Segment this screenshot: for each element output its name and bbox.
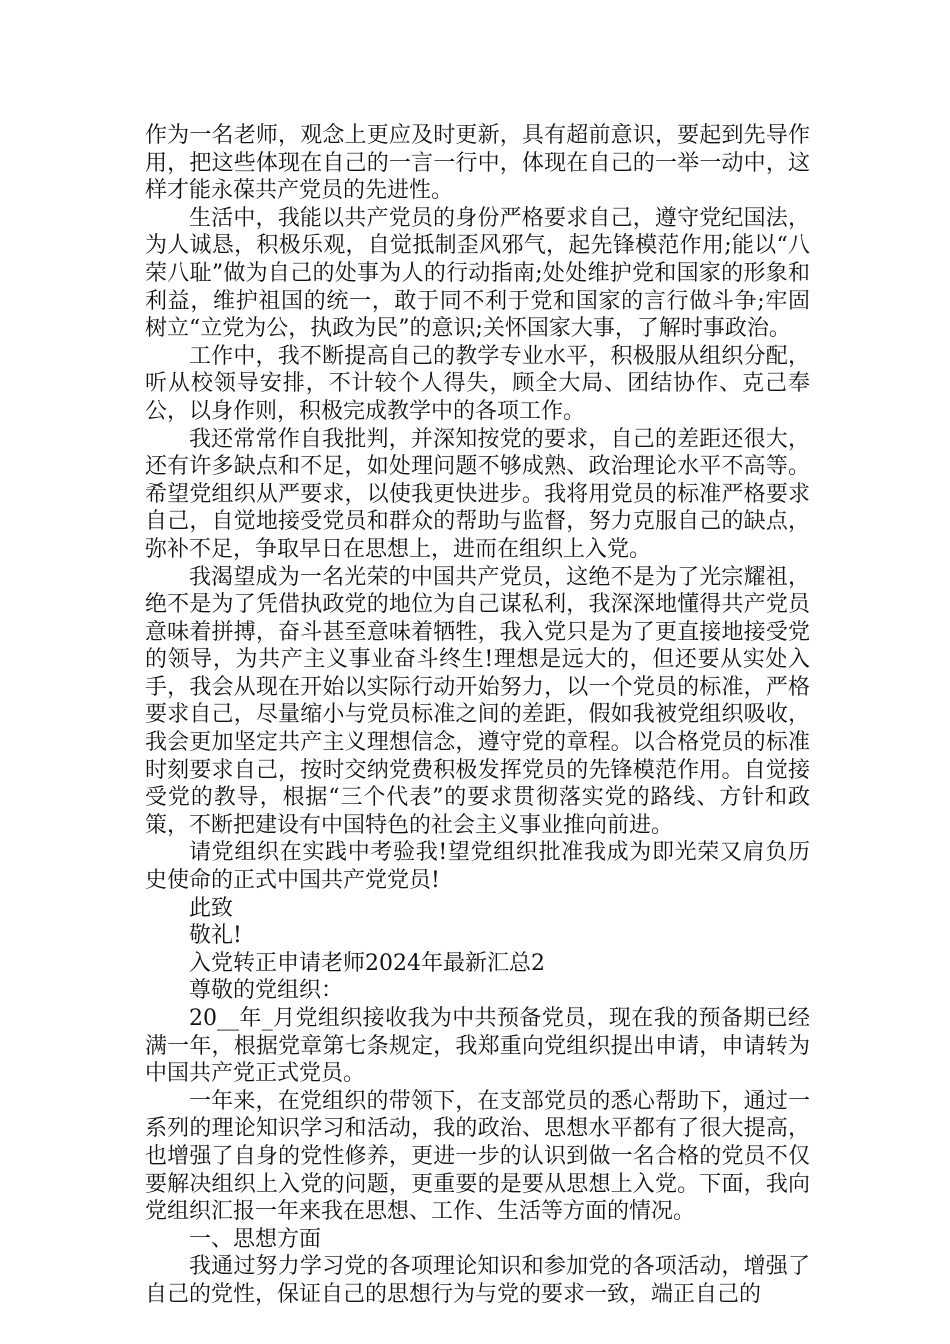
- section-title: 入党转正申请老师2024年最新汇总2: [189, 950, 545, 976]
- paragraph-application: 20__年_月党组织接收我为中共预备党员，现在我的预备期已经满一年，根据党章第七条规定，我郑重向党组织提出申请，申请转为中国共产党正式党员。: [145, 1006, 810, 1087]
- paragraph-request: 请党组织在实践中考验我!望党组织批准我成为即光荣又肩负历史使命的正式中国共产党党员!: [145, 840, 810, 894]
- paragraph-life: 生活中，我能以共产党员的身份严格要求自己，遵守党纪国法，为人诚恳，积极乐观，自觉抵制歪风邪气，起先锋模范作用;能以“八荣八耻”做为自己的处事为人的行动指南;处处维护党和国家的形象和利益，维护祖国的统一，敢于同不利于党和国家的言行做斗争;牢固树立“立党为公，执政为民”的意识;关怀国家大事，了解时事政治。: [145, 205, 810, 342]
- paragraph-aspiration: 我渴望成为一名光荣的中国共产党员，这绝不是为了光宗耀祖，绝不是为了凭借执政党的地位为自己谋私利，我深深地懂得共产党员意味着拼搏，奋斗甚至意味着牺牲，我入党只是为了更直接地接受党的领导，为共产主义事业奋斗终生!理想是远大的，但还要从实处入手，我会从现在开始以实际行动开始努力，以一个党员的标准，严格要求自己，尽量缩小与党员标准之间的差距，假如我被党组织吸收，我会更加坚定共产主义理想信念，遵守党的章程。以合格党员的标准时刻要求自己，按时交纳党费积极发挥党员的先锋模范作用。自觉接受党的教导，根据“三个代表”的要求贯彻落实党的路线、方针和政策，不断把建设有中国特色的社会主义事业推向前进。: [145, 564, 810, 838]
- salutation: 尊敬的党组织：: [189, 978, 344, 1004]
- closing-line-1: 此致: [189, 895, 234, 921]
- paragraph-continuation: 作为一名老师，观念上更应及时更新，具有超前意识，要起到先导作用，把这些体现在自己的一言一行中，体现在自己的一举一动中，这样才能永葆共产党员的先进性。: [145, 123, 810, 204]
- paragraph-self-criticism: 我还常常作自我批判，并深知按党的要求，自己的差距还很大，还有许多缺点和不足，如处理问题不够成熟、政治理论水平不高等。希望党组织从严要求，以使我更快进步。我将用党员的标准严格要求自己，自觉地接受党员和群众的帮助与监督，努力克服自己的缺点，弥补不足，争取早日在思想上，进而在组织上入党。: [145, 426, 810, 562]
- paragraph-work: 工作中，我不断提高自己的教学专业水平，积极服从组织分配，听从校领导安排，不计较个人得失，顾全大局、团结协作、克己奉公，以身作则，积极完成教学中的各项工作。: [145, 343, 810, 424]
- heading-thought: 一、思想方面: [189, 1226, 322, 1252]
- document-page: [145, 122, 810, 1309]
- paragraph-thought: 我通过努力学习党的各项理论知识和参加党的各项活动，增强了自己的党性，保证自己的思想行为与党的要求一致，端正自己的: [145, 1254, 810, 1307]
- closing-line-2: 敬礼!: [189, 923, 242, 949]
- paragraph-year-review: 一年来，在党组织的带领下，在支部党员的悉心帮助下，通过一系列的理论知识学习和活动，我的政治、思想水平都有了很大提高，也增强了自身的党性修养，更进一步的认识到做一名合格的党员不仅要解决组织上入党的问题，更重要的是要从思想上入党。下面，我向党组织汇报一年来我在思想、工作、生活等方面的情况。: [145, 1088, 810, 1225]
